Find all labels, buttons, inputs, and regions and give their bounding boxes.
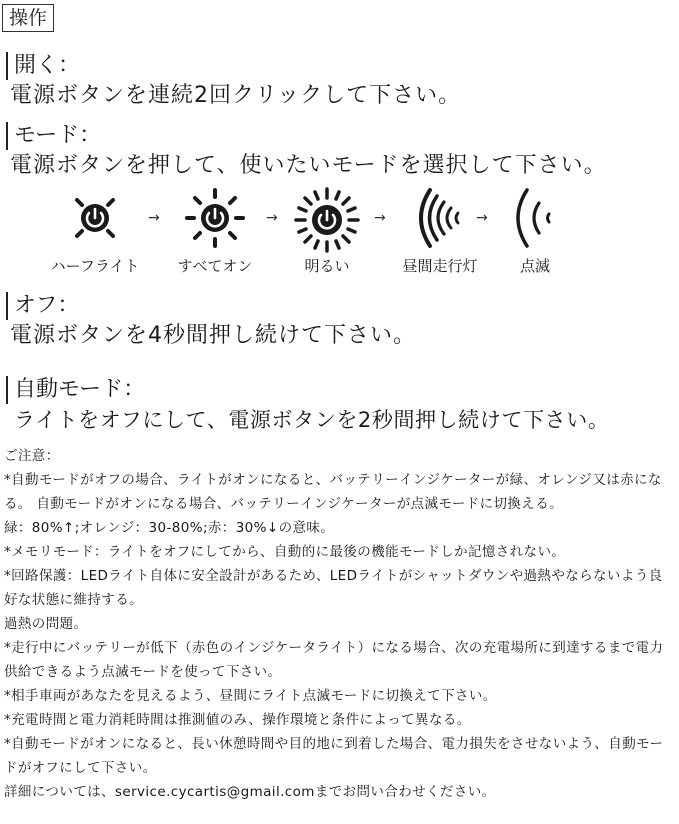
- all-on-icon: [183, 186, 247, 250]
- off-heading: オフ：: [6, 292, 79, 320]
- mode-label: すべてオン: [177, 257, 253, 275]
- note-item: *自動モードがオンになると、長い休憩時間や目的地に到着した場合、電力損失をさせないよう、自動モードがオフにして下さい。: [4, 736, 664, 776]
- daytime-running-light-icon: [408, 186, 472, 250]
- mode-label: 明るい: [304, 257, 350, 275]
- open-instruction: 電源ボタンを連続2回クリックして下さい。: [10, 83, 462, 108]
- mode-sequence: [50, 186, 600, 276]
- mode-all-on: [160, 186, 270, 276]
- mode-flash: [480, 186, 590, 276]
- note-item: *回路保護：LEDライト自体に安全設計があるため、LEDライトがシャットダウンや過熱やならないよう良好な状態に維持する。: [4, 568, 663, 608]
- note-item: *自動モードがオフの場合、ライトがオンになると、バッテリーインジケーターが緑、オレンジ又は赤になる。 自動モードがオンになる場合、バッテリーインジケーターが点滅モードに切換える。: [4, 472, 662, 512]
- note-item: *メモリモード：ライトをオフにしてから、自動的に最後の機能モードしか記憶されない。: [4, 544, 566, 560]
- auto-mode-instruction: ライトをオフにして、電源ボタンを2秒間押し続けて下さい。: [14, 408, 610, 432]
- off-instruction: 電源ボタンを4秒間押し続けて下さい。: [10, 323, 416, 348]
- mode-label: 昼間走行灯: [402, 257, 478, 275]
- open-heading: 開く：: [6, 52, 80, 80]
- arrow-icon: →: [476, 210, 488, 226]
- note-item: *走行中にバッテリーが低下（赤色のインジケータライト）になる場合、次の充電場所に到達するまで電力供給できるよう点滅モードを使って下さい。: [4, 640, 664, 680]
- mode-label: 点滅: [519, 257, 550, 275]
- section-title: 操作: [2, 4, 54, 32]
- contact-note: 詳細については、service.cycartis@gmail.comまでお問い合わせください。: [4, 784, 496, 800]
- mode-half-light: [40, 186, 150, 276]
- auto-mode-heading: 自動モード：: [6, 376, 145, 404]
- half-light-icon: [63, 186, 127, 250]
- note-item: 緑：80%↑;オレンジ：30-80%;赤：30%↓の意味。: [4, 520, 335, 536]
- bright-icon: [293, 186, 361, 254]
- mode-daytime-running-light: [385, 186, 495, 276]
- flash-icon: [503, 186, 567, 250]
- mode-instruction: 電源ボタンを押して、使いたいモードを選択して下さい。: [10, 153, 607, 178]
- notes: [4, 444, 676, 804]
- mode-heading: モード：: [6, 122, 101, 150]
- arrow-icon: →: [266, 210, 278, 226]
- note-item: *相手車両があなたを見えるよう、昼間にライト点滅モードに切換えて下さい。: [4, 688, 497, 704]
- mode-label: ハーフライト: [50, 257, 140, 275]
- notes-heading: ご注意：: [4, 448, 60, 464]
- arrow-icon: →: [374, 210, 386, 226]
- arrow-icon: →: [148, 210, 160, 226]
- note-item: *充電時間と電力消耗時間は推測値のみ、操作環境と条件によって異なる。: [4, 712, 471, 728]
- note-item: 過熱の問題。: [4, 616, 88, 632]
- mode-bright: [272, 186, 382, 276]
